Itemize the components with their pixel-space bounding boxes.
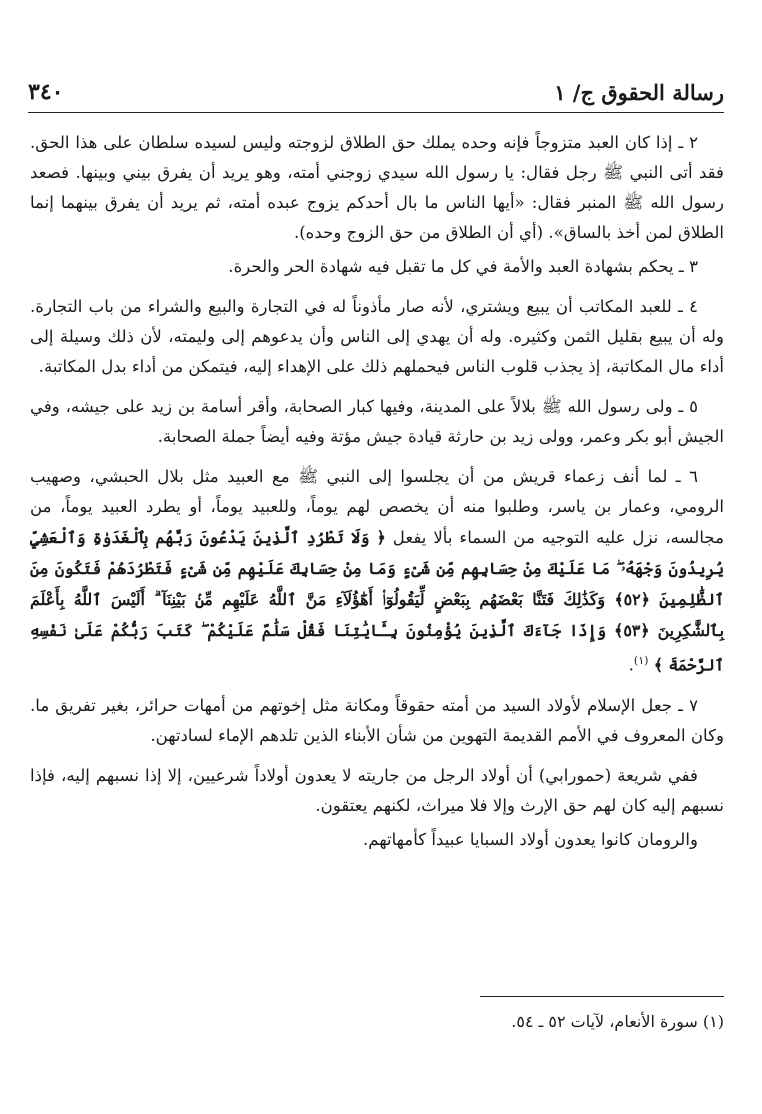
footnote: (١) سورة الأنعام، لآيات ٥٢ ـ ٥٤. <box>511 1012 724 1031</box>
page-number: ٣٤٠ <box>28 79 64 105</box>
page-body <box>30 128 724 859</box>
running-title: رسالة الحقوق ج/ ١ <box>554 79 724 105</box>
paragraph-6 <box>30 462 724 681</box>
footnote-divider <box>480 996 724 997</box>
paragraph-5: ٥ ـ ولى رسول الله ﷺ بلالاً على المدينة، وفيها كبار الصحابة، وأقر أسامة بن زيد على جيشه، وفي الجيش أبو بكر وعمر، وولى زيد بن حارثة قيادة جيش مؤتة وفيه أيضاً جملة الصحابة. <box>30 397 724 446</box>
footnote-reference: (١) <box>633 654 649 667</box>
paragraph-4: ٤ ـ للعبد المكاتب أن يبيع ويشتري، لأنه صار مأذوناً له في التجارة والبيع والشراء من باب التجارة. وله أن يبيع بقليل الثمن وكثيره. وله أن يهدي إلى الناس وأن يدعوهم إلى وليمته، لأن ذلك وسيلة إلى أداء مال المكاتبة، إذ يجذب قلوب الناس فيحملهم ذلك على الإهداء إليه، فيتمكن من أداء بدل المكاتبة. <box>30 297 724 376</box>
running-header <box>28 72 724 113</box>
paragraph-6-text: ٦ ـ لما أنف زعماء قريش من أن يجلسوا إلى النبي ﷺ مع العبيد مثل بلال الحبشي، وصهيب الرومي، وعمار بن ياسر، وطلبوا منه أن يخصص لهم يوماً، وللعبيد يوماً، أو يطرد العبيد يوماً، من مجالسه، نزل عليه التوجيه من السماء بألا يفعل <box>30 467 724 547</box>
paragraph-9: والرومان كانوا يعدون أولاد السبايا عبيداً كأمهاتهم. <box>363 829 698 849</box>
paragraph-7: ٧ ـ جعل الإسلام لأولاد السيد من أمته حقوقاً ومكانة مثل إخوتهم من أمهات حرائر، بغير تفريق ما. وكان المعروف في الأمم القديمة التهوين من شأن الأبناء الذين تلدهم الإماء لسادتهن. <box>30 695 724 745</box>
paragraph-8: ففي شريعة (حمورابي) أن أولاد الرجل من جاريته لا يعدون أولاداً شرعيين، إلا إذا نسبهم إليه، فإذا نسبهم إليه كان لهم حق الإرث وإلا فلا ميراث، لكنهم يعتقون. <box>30 765 724 815</box>
paragraph-2: ٢ ـ إذا كان العبد متزوجاً فإنه وحده يملك حق الطلاق لزوجته وليس لسيده سلطان على هذا الحق. فقد أتى النبي ﷺ رجل فقال: يا رسول الله سيدي زوجني أمته، وهو يريد أن يفرق بيني وبينها. فصعد رسول الله ﷺ المنبر فقال: «أيها الناس ما بال أحدكم يزوج عبده أمته، ثم يريد أن يفرق بينهما إنما الطلاق لمن أخذ بالساق». (أي أن الطلاق من حق الزوج وحده). <box>30 133 724 242</box>
paragraph-3: ٣ ـ يحكم بشهادة العبد والأمة في كل ما تقبل فيه شهادة الحر والحرة. <box>228 257 698 276</box>
verse-end: . <box>628 655 634 675</box>
quran-verse: ﴿ وَلَا تَطْرُدِ ٱلَّذِينَ يَدْعُونَ رَبَّهُم بِٱلْغَدَوٰةِ وَٱلْعَشِيِّ يُرِيدُونَ وَجْهَهُۥ ۖ مَا عَلَيْكَ مِنْ حِسَابِهِم مِّن شَىْءٍ وَمَا مِنْ حِسَابِكَ عَلَيْهِم مِّن شَىْءٍ فَتَطْرُدَهُمْ فَتَكُونَ مِنَ ٱلظَّٰلِمِينَ ﴿٥٢﴾ وَكَذَٰلِكَ فَتَنَّا بَعْضَهُم بِبَعْضٍ لِّيَقُولُوٓا۟ أَهَٰٓؤُلَآءِ مَنَّ ٱللَّهُ عَلَيْهِم مِّنۢ بَيْنِنَآ ۗ أَلَيْسَ ٱللَّهُ بِأَعْلَمَ بِٱلشَّٰكِرِينَ ﴿٥٣﴾ وَإِذَا جَآءَكَ ٱلَّذِينَ يُؤْمِنُونَ بِـَٔايَٰتِنَا فَقُلْ سَلَٰمٌ عَلَيْكُمْ ۖ كَتَبَ رَبُّكُمْ عَلَىٰ نَفْسِهِ ٱلرَّحْمَةَ ﴾ <box>30 528 724 675</box>
